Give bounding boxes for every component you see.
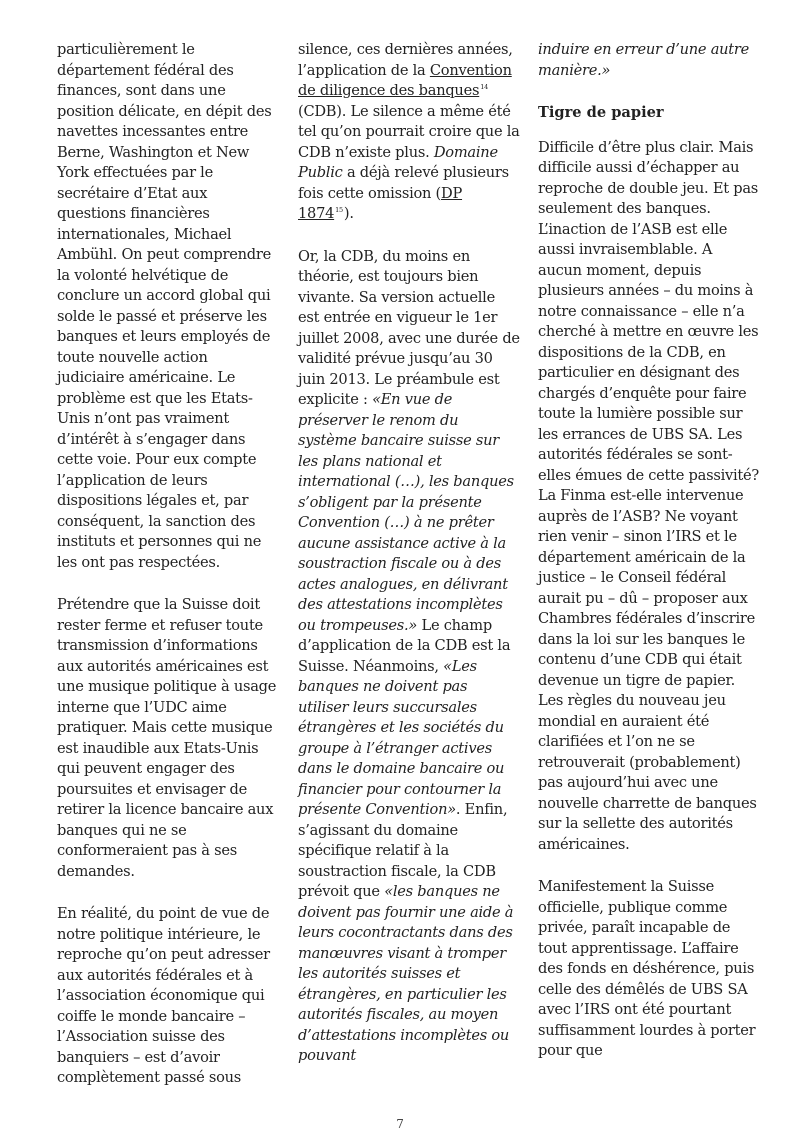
page-number: 7 xyxy=(396,1117,404,1131)
text-run: . Enfin, s’agissant du domaine spécifique relatif à la soustraction fiscale, la CDB prévoit que xyxy=(298,801,508,900)
footnote-ref-14[interactable]: 14 xyxy=(480,83,488,92)
text-run: (CDB). Le silence a même été tel qu’on pourrait croire que la CDB n’existe plus. xyxy=(298,102,520,161)
paragraph: En réalité, du point de vue de notre politique intérieure, le reproche qu’on peut adresser aux autorités fédérales et à l’association économique qui coiffe le monde bancaire – l’Association suisse des banquiers – est d’avoir complètement passé sous xyxy=(57,905,270,1086)
text-run: Le champ d’application de la CDB est la Suisse. Néanmoins, xyxy=(298,616,511,675)
publication-name: Domaine Public xyxy=(298,143,498,181)
text-run: ). xyxy=(343,205,354,222)
column-3 xyxy=(538,40,760,1084)
quote: «Les banques ne doivent pas utiliser leurs succursales étrangères et les sociétés du groupe à l’étranger actives dans le domaine bancaire ou financier pour contourner la présente Convention» xyxy=(298,657,505,818)
column-2 xyxy=(298,40,520,1089)
footnote-ref-15[interactable]: 15 xyxy=(335,206,343,215)
paragraph: Difficile d’être plus clair. Mais difficile aussi d’échapper au reproche de double jeu. Et pas seulement des banques. L’inaction de l’ASB est elle aussi invraisemblable. A aucun moment, depuis plusieurs années – du moins à notre connaissance – elle n’a cherché à mettre en œuvre les dispositions de la CDB, en particulier en désignant des chargés d’enquête pour faire toute la lumière possible sur les errances de UBS SA. Les autorités fédérales se sont-elles émues de cette passivité? La Finma est-elle intervenue auprès de l’ASB? Ne voyant rien venir – sinon l’IRS et le département américain de la justice – le Conseil fédéral aurait pu – dû – proposer aux Chambres fédérales d’inscrire dans la loi sur les banques le contenu d’une CDB qui était devenue un tigre de papier. Les règles du nouveau jeu mondial en auraient été clarifiées et l’on ne se retrouverait (probablement) pas aujourd’hui avec une nouvelle charrette de banques sur la sellette des autorités américaines. xyxy=(538,138,759,853)
paragraph xyxy=(538,40,760,81)
text-run: Or, la CDB, du moins en théorie, est toujours bien vivante. Sa version actuelle est entrée en vigueur le 1er juillet 2008, avec une durée de validité prévue jusqu’au 30 juin 2013. Le préambule est explicite : xyxy=(298,247,520,408)
paragraph xyxy=(298,40,520,225)
text-run: silence, ces dernières années, l’application de la xyxy=(298,41,513,79)
quote: «les banques ne doivent pas fournir une aide à leurs cocontractants dans des manœuvres visant à tromper les autorités suisses et étrangères, en particulier les autorités fiscales, au moyen d’attestations incomplètes ou pouvant xyxy=(298,883,514,1064)
cdb-convention-link[interactable]: Convention de diligence des banques xyxy=(298,61,512,99)
column-1 xyxy=(57,40,277,1111)
paragraph xyxy=(298,247,520,1067)
paragraph: Manifestement la Suisse officielle, publique comme privée, paraît incapable de tout apprentissage. L’affaire des fonds en déshérence, puis celle des démêlés de UBS SA avec l’IRS ont été pourtant suffisamment lourdes à porter pour que xyxy=(538,878,756,1059)
paragraph: Prétendre que la Suisse doit rester ferme et refuser toute transmission d’informations aux autorités américaines est une musique politique à usage interne que l’UDC aime pratiquer. Mais cette musique est inaudible aux Etats-Unis qui peuvent engager des poursuites et envisager de retirer la licence bancaire aux banques qui ne se conformeraient pas à ses demandes. xyxy=(57,596,277,880)
quote: induire en erreur d’une autre manière.» xyxy=(538,41,750,79)
text-run: a déjà relevé plusieurs fois cette omission ( xyxy=(298,164,509,202)
dp-1874-link[interactable]: DP 1874 xyxy=(298,184,463,222)
quote: «En vue de préserver le renom du système bancaire suisse sur les plans national et international (…), les banques s’obligent par la présente Convention (…) à ne prêter aucune assistance active à la soustraction fiscale ou à des actes analogues, en délivrant des attestations incomplètes ou trompeuses.» xyxy=(298,391,514,634)
paragraph: particulièrement le département fédéral des finances, sont dans une position délicate, en dépit des navettes incessantes entre Berne, Washington et New York effectuées par le secrétaire d’Etat aux questions financières internationales, Michael Ambühl. On peut comprendre la volonté helvétique de conclure un accord global qui solde le passé et préserve les banques et leurs employés de toute nouvelle action judiciaire américaine. Le problème est que les Etats-Unis n’ont pas vraiment d’intérêt à s’engager dans cette voie. Pour eux compte l’application de leurs dispositions légales et, par conséquent, la sanction des instituts et personnes qui ne les ont pas respectées. xyxy=(57,41,272,571)
section-heading: Tigre de papier xyxy=(538,104,664,121)
